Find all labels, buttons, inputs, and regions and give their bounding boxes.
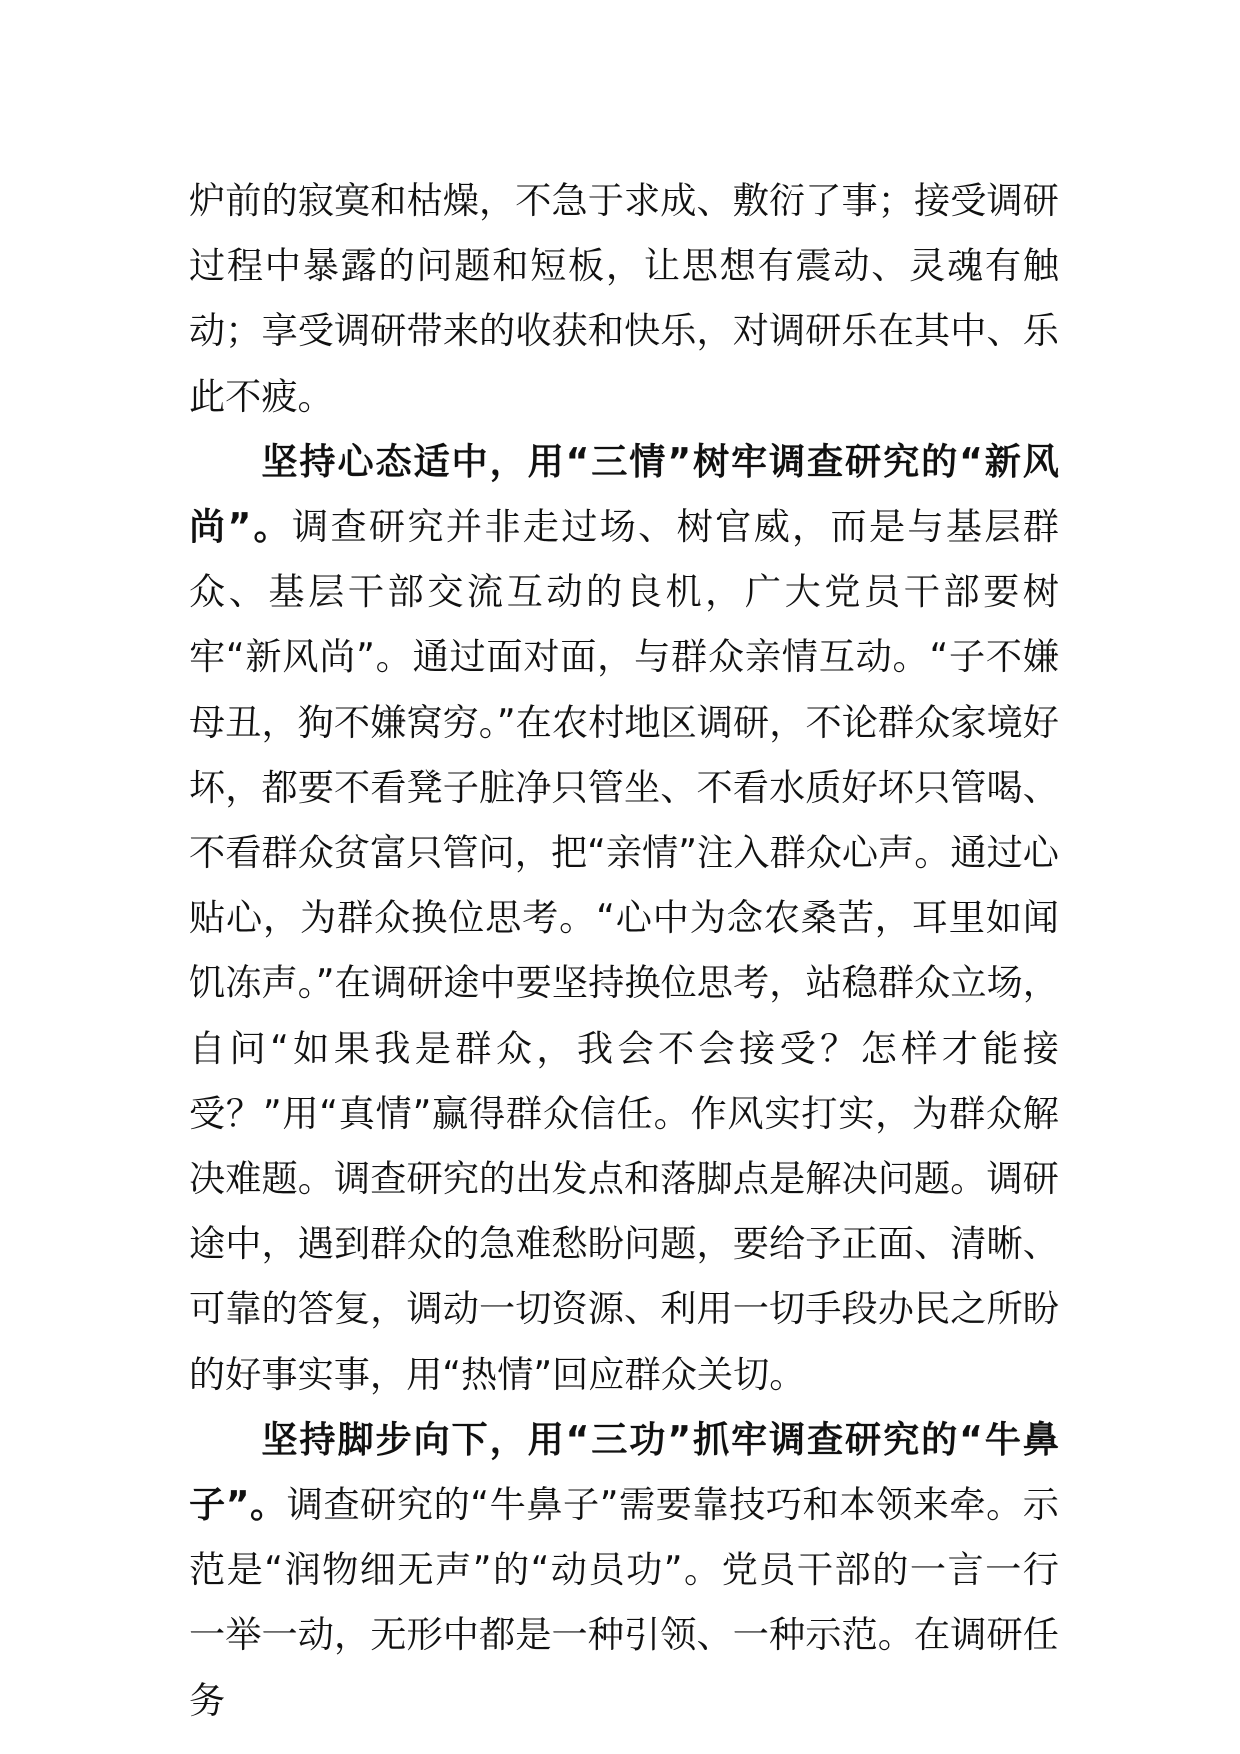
paragraph-2-text: 调查研究并非走过场、树官威，而是与基层群众、基层干部交流互动的良机，广大党员干部要树牢“新风尚”。通过面对面，与群众亲情互动。“子不嫌母丑，狗不嫌窝穷。”在农村地区调研，不论群众家境好坏，都要不看凳子脏净只管坐、不看水质好坏只管喝、不看群众贫富只管问，把“亲情”注入群众心声。通过心贴心，为群众换位思考。“心中为念农桑苦，耳里如闻饥冻声。”在调研途中要坚持换位思考，站稳群众立场，自问“如果我是群众，我会不会接受？怎样才能接受？”用“真情”赢得群众信任。作风实打实，为群众解决难题。调查研究的出发点和落脚点是解决问题。调研途中，遇到群众的急难愁盼问题，要给予正面、清晰、可靠的答复，调动一切资源、利用一切手段办民之所盼的好事实事，用“热情”回应群众关切。 [189,505,1059,1396]
paragraph-3-lead: 坚持脚步向下，用“三功”抓牢调查研究的“牛鼻子”。 [189,1417,1059,1527]
document-body [189,168,1059,1733]
paragraph-2-lead: 坚持心态适中，用“三情”树牢调查研究的“新风尚”。 [189,439,1059,549]
paragraph-1: 炉前的寂寞和枯燥，不急于求成、敷衍了事；接受调研过程中暴露的问题和短板，让思想有震动、灵魂有触动；享受调研带来的收获和快乐，对调研乐在其中、乐此不疲。 [189,179,1059,418]
paragraph-3-text: 调查研究的“牛鼻子”需要靠技巧和本领来牵。示范是“润物细无声”的“动员功”。党员干部的一言一行一举一动，无形中都是一种引领、一种示范。在调研任务 [189,1483,1059,1722]
paragraph-2 [189,429,1059,1407]
paragraph-3 [189,1407,1059,1733]
